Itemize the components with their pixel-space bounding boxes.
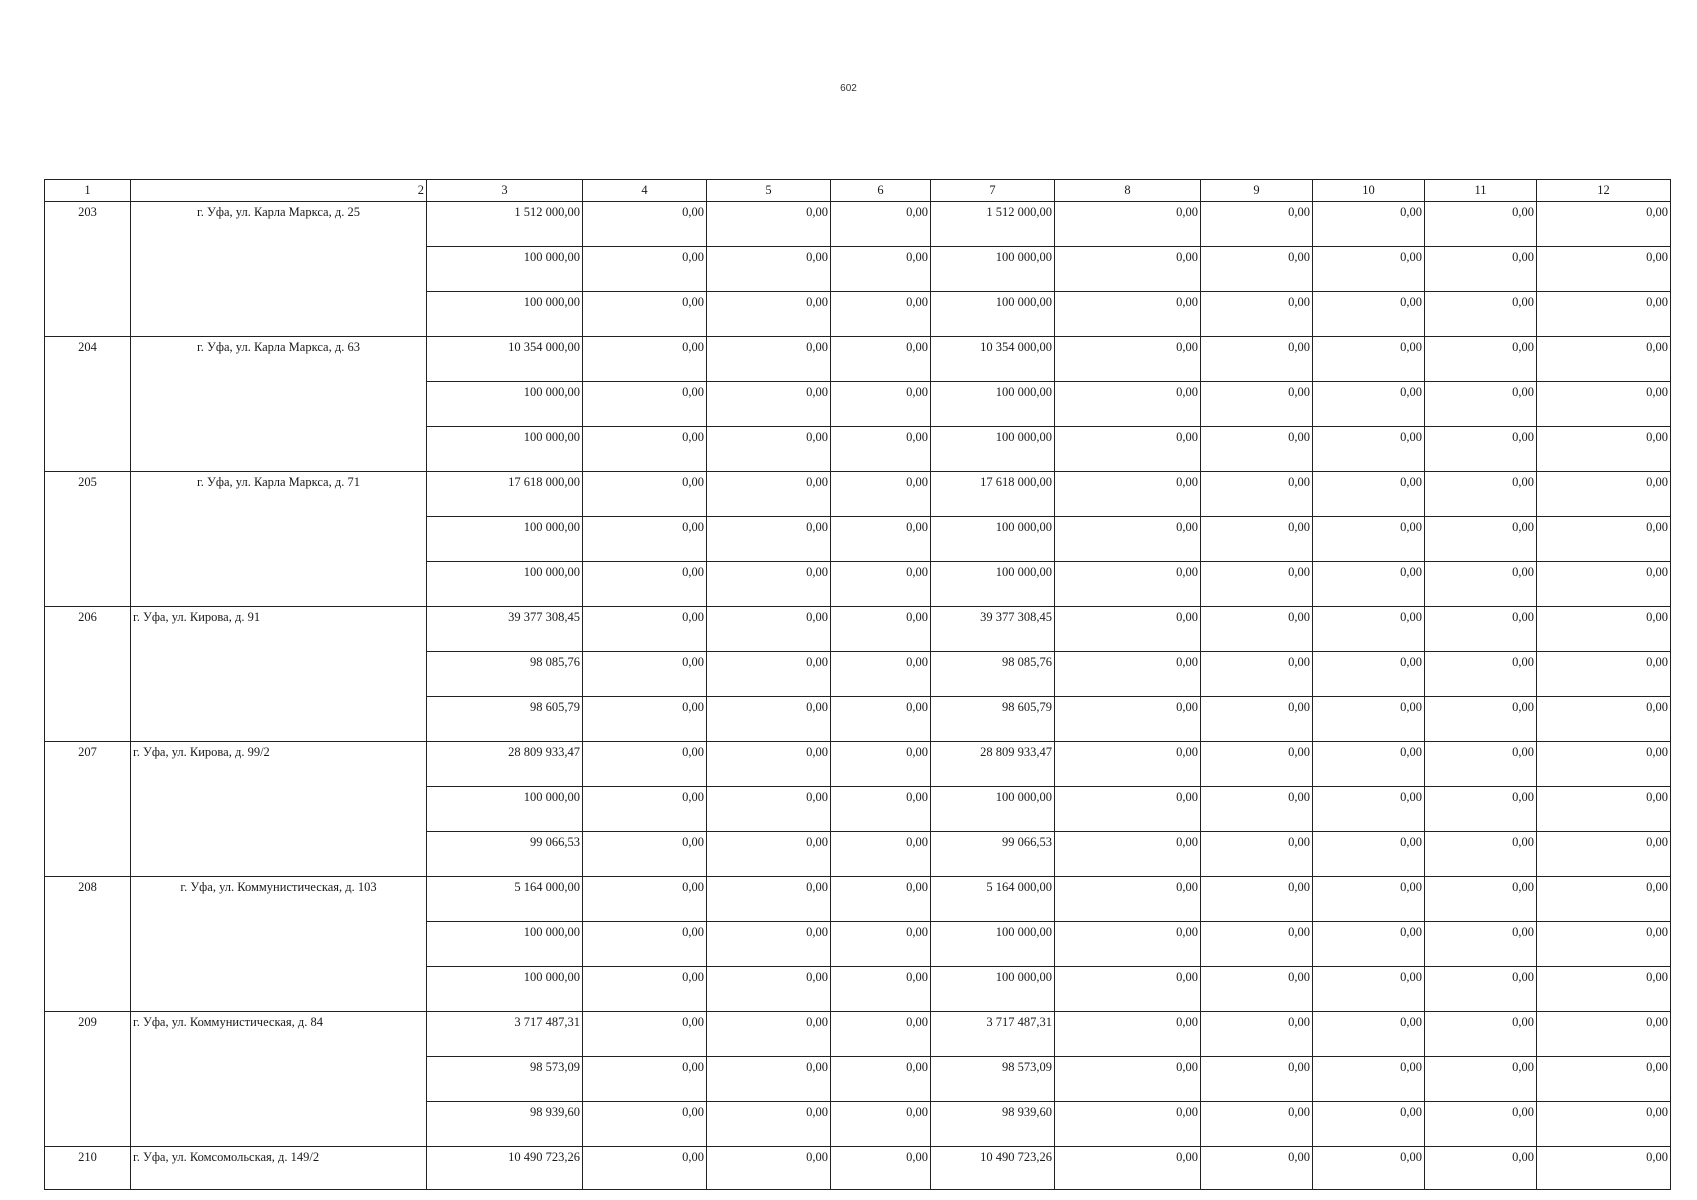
- value-cell-col-9: 0,00: [1201, 382, 1313, 427]
- column-header-4: 4: [583, 180, 707, 202]
- value-cell-col-9: 0,00: [1201, 742, 1313, 787]
- column-header-3: 3: [427, 180, 583, 202]
- column-header-11: 11: [1425, 180, 1537, 202]
- table-row: [45, 877, 1671, 922]
- value-cell-col-6: 0,00: [831, 247, 931, 292]
- value-cell-col-6: 0,00: [831, 967, 931, 1012]
- value-cell-col-12: 0,00: [1537, 382, 1671, 427]
- value-cell-col-12: 0,00: [1537, 1147, 1671, 1190]
- value-cell-col-6: 0,00: [831, 202, 931, 247]
- address-cell: г. Уфа, ул. Коммунистическая, д. 84: [131, 1012, 427, 1147]
- value-cell-col-7: 39 377 308,45: [931, 607, 1055, 652]
- value-cell-col-4: 0,00: [583, 877, 707, 922]
- value-cell-col-12: 0,00: [1537, 292, 1671, 337]
- value-cell-col-11: 0,00: [1425, 787, 1537, 832]
- value-cell-col-6: 0,00: [831, 652, 931, 697]
- value-cell-col-11: 0,00: [1425, 652, 1537, 697]
- value-cell-col-3: 100 000,00: [427, 382, 583, 427]
- value-cell-col-4: 0,00: [583, 1102, 707, 1147]
- value-cell-col-5: 0,00: [707, 382, 831, 427]
- value-cell-col-5: 0,00: [707, 247, 831, 292]
- value-cell-col-6: 0,00: [831, 697, 931, 742]
- column-header-1: 1: [45, 180, 131, 202]
- value-cell-col-10: 0,00: [1313, 877, 1425, 922]
- column-header-2: 2: [131, 180, 427, 202]
- value-cell-col-5: 0,00: [707, 607, 831, 652]
- value-cell-col-3: 100 000,00: [427, 787, 583, 832]
- value-cell-col-11: 0,00: [1425, 247, 1537, 292]
- value-cell-col-10: 0,00: [1313, 832, 1425, 877]
- value-cell-col-6: 0,00: [831, 517, 931, 562]
- table-row: [45, 742, 1671, 787]
- value-cell-col-12: 0,00: [1537, 697, 1671, 742]
- value-cell-col-9: 0,00: [1201, 472, 1313, 517]
- value-cell-col-11: 0,00: [1425, 877, 1537, 922]
- value-cell-col-3: 17 618 000,00: [427, 472, 583, 517]
- value-cell-col-12: 0,00: [1537, 247, 1671, 292]
- row-number: 210: [45, 1147, 131, 1190]
- value-cell-col-6: 0,00: [831, 1057, 931, 1102]
- value-cell-col-4: 0,00: [583, 562, 707, 607]
- value-cell-col-10: 0,00: [1313, 292, 1425, 337]
- value-cell-col-10: 0,00: [1313, 652, 1425, 697]
- value-cell-col-6: 0,00: [831, 1102, 931, 1147]
- address-cell: г. Уфа, ул. Коммунистическая, д. 103: [131, 877, 427, 1012]
- value-cell-col-6: 0,00: [831, 832, 931, 877]
- value-cell-col-11: 0,00: [1425, 517, 1537, 562]
- page-number: 602: [840, 83, 857, 94]
- value-cell-col-7: 100 000,00: [931, 427, 1055, 472]
- value-cell-col-11: 0,00: [1425, 1147, 1537, 1190]
- value-cell-col-10: 0,00: [1313, 472, 1425, 517]
- value-cell-col-12: 0,00: [1537, 877, 1671, 922]
- table-row: [45, 1147, 1671, 1190]
- value-cell-col-12: 0,00: [1537, 922, 1671, 967]
- value-cell-col-9: 0,00: [1201, 1102, 1313, 1147]
- row-number: 209: [45, 1012, 131, 1147]
- column-header-9: 9: [1201, 180, 1313, 202]
- value-cell-col-4: 0,00: [583, 292, 707, 337]
- value-cell-col-8: 0,00: [1055, 472, 1201, 517]
- value-cell-col-7: 98 573,09: [931, 1057, 1055, 1102]
- value-cell-col-5: 0,00: [707, 742, 831, 787]
- value-cell-col-3: 99 066,53: [427, 832, 583, 877]
- value-cell-col-10: 0,00: [1313, 922, 1425, 967]
- value-cell-col-4: 0,00: [583, 517, 707, 562]
- table-row: [45, 202, 1671, 247]
- value-cell-col-11: 0,00: [1425, 427, 1537, 472]
- value-cell-col-4: 0,00: [583, 652, 707, 697]
- value-cell-col-5: 0,00: [707, 1102, 831, 1147]
- value-cell-col-5: 0,00: [707, 1012, 831, 1057]
- value-cell-col-6: 0,00: [831, 562, 931, 607]
- address-cell: г. Уфа, ул. Карла Маркса, д. 63: [131, 337, 427, 472]
- value-cell-col-8: 0,00: [1055, 1057, 1201, 1102]
- value-cell-col-5: 0,00: [707, 427, 831, 472]
- value-cell-col-10: 0,00: [1313, 787, 1425, 832]
- value-cell-col-6: 0,00: [831, 292, 931, 337]
- value-cell-col-3: 10 490 723,26: [427, 1147, 583, 1190]
- value-cell-col-7: 100 000,00: [931, 967, 1055, 1012]
- value-cell-col-11: 0,00: [1425, 832, 1537, 877]
- row-number: 208: [45, 877, 131, 1012]
- value-cell-col-3: 98 085,76: [427, 652, 583, 697]
- value-cell-col-12: 0,00: [1537, 517, 1671, 562]
- value-cell-col-3: 100 000,00: [427, 562, 583, 607]
- value-cell-col-7: 100 000,00: [931, 562, 1055, 607]
- value-cell-col-11: 0,00: [1425, 562, 1537, 607]
- value-cell-col-6: 0,00: [831, 382, 931, 427]
- row-number: 203: [45, 202, 131, 337]
- value-cell-col-3: 1 512 000,00: [427, 202, 583, 247]
- value-cell-col-8: 0,00: [1055, 832, 1201, 877]
- value-cell-col-8: 0,00: [1055, 202, 1201, 247]
- table-body: [45, 202, 1671, 1190]
- value-cell-col-10: 0,00: [1313, 697, 1425, 742]
- value-cell-col-12: 0,00: [1537, 742, 1671, 787]
- value-cell-col-5: 0,00: [707, 517, 831, 562]
- value-cell-col-10: 0,00: [1313, 1102, 1425, 1147]
- column-header-10: 10: [1313, 180, 1425, 202]
- value-cell-col-9: 0,00: [1201, 562, 1313, 607]
- value-cell-col-3: 98 573,09: [427, 1057, 583, 1102]
- value-cell-col-12: 0,00: [1537, 1012, 1671, 1057]
- row-number: 207: [45, 742, 131, 877]
- column-header-8: 8: [1055, 180, 1201, 202]
- value-cell-col-8: 0,00: [1055, 742, 1201, 787]
- value-cell-col-10: 0,00: [1313, 607, 1425, 652]
- value-cell-col-6: 0,00: [831, 427, 931, 472]
- value-cell-col-7: 10 354 000,00: [931, 337, 1055, 382]
- value-cell-col-5: 0,00: [707, 877, 831, 922]
- value-cell-col-9: 0,00: [1201, 697, 1313, 742]
- value-cell-col-4: 0,00: [583, 202, 707, 247]
- value-cell-col-11: 0,00: [1425, 1012, 1537, 1057]
- value-cell-col-10: 0,00: [1313, 1012, 1425, 1057]
- address-cell: г. Уфа, ул. Кирова, д. 91: [131, 607, 427, 742]
- value-cell-col-8: 0,00: [1055, 787, 1201, 832]
- value-cell-col-8: 0,00: [1055, 292, 1201, 337]
- value-cell-col-7: 98 605,79: [931, 697, 1055, 742]
- value-cell-col-8: 0,00: [1055, 382, 1201, 427]
- value-cell-col-9: 0,00: [1201, 427, 1313, 472]
- column-header-7: 7: [931, 180, 1055, 202]
- value-cell-col-9: 0,00: [1201, 1147, 1313, 1190]
- value-cell-col-5: 0,00: [707, 697, 831, 742]
- value-cell-col-5: 0,00: [707, 787, 831, 832]
- value-cell-col-4: 0,00: [583, 742, 707, 787]
- value-cell-col-5: 0,00: [707, 967, 831, 1012]
- value-cell-col-10: 0,00: [1313, 337, 1425, 382]
- value-cell-col-7: 100 000,00: [931, 382, 1055, 427]
- value-cell-col-11: 0,00: [1425, 292, 1537, 337]
- value-cell-col-4: 0,00: [583, 427, 707, 472]
- value-cell-col-3: 100 000,00: [427, 922, 583, 967]
- value-cell-col-8: 0,00: [1055, 697, 1201, 742]
- value-cell-col-9: 0,00: [1201, 787, 1313, 832]
- value-cell-col-8: 0,00: [1055, 877, 1201, 922]
- value-cell-col-4: 0,00: [583, 832, 707, 877]
- value-cell-col-11: 0,00: [1425, 382, 1537, 427]
- value-cell-col-10: 0,00: [1313, 427, 1425, 472]
- value-cell-col-8: 0,00: [1055, 607, 1201, 652]
- value-cell-col-4: 0,00: [583, 967, 707, 1012]
- value-cell-col-8: 0,00: [1055, 427, 1201, 472]
- value-cell-col-12: 0,00: [1537, 202, 1671, 247]
- value-cell-col-8: 0,00: [1055, 967, 1201, 1012]
- value-cell-col-4: 0,00: [583, 697, 707, 742]
- value-cell-col-10: 0,00: [1313, 742, 1425, 787]
- value-cell-col-9: 0,00: [1201, 247, 1313, 292]
- value-cell-col-7: 10 490 723,26: [931, 1147, 1055, 1190]
- value-cell-col-5: 0,00: [707, 652, 831, 697]
- value-cell-col-3: 98 605,79: [427, 697, 583, 742]
- value-cell-col-9: 0,00: [1201, 1057, 1313, 1102]
- value-cell-col-7: 98 939,60: [931, 1102, 1055, 1147]
- row-number: 204: [45, 337, 131, 472]
- value-cell-col-10: 0,00: [1313, 517, 1425, 562]
- value-cell-col-11: 0,00: [1425, 607, 1537, 652]
- value-cell-col-6: 0,00: [831, 1012, 931, 1057]
- value-cell-col-3: 100 000,00: [427, 967, 583, 1012]
- header-row: [45, 180, 1671, 202]
- row-number: 206: [45, 607, 131, 742]
- value-cell-col-7: 1 512 000,00: [931, 202, 1055, 247]
- value-cell-col-5: 0,00: [707, 472, 831, 517]
- value-cell-col-5: 0,00: [707, 292, 831, 337]
- value-cell-col-8: 0,00: [1055, 652, 1201, 697]
- value-cell-col-6: 0,00: [831, 1147, 931, 1190]
- value-cell-col-9: 0,00: [1201, 922, 1313, 967]
- value-cell-col-7: 99 066,53: [931, 832, 1055, 877]
- value-cell-col-12: 0,00: [1537, 1102, 1671, 1147]
- value-cell-col-5: 0,00: [707, 922, 831, 967]
- value-cell-col-6: 0,00: [831, 742, 931, 787]
- value-cell-col-10: 0,00: [1313, 562, 1425, 607]
- value-cell-col-6: 0,00: [831, 337, 931, 382]
- value-cell-col-7: 100 000,00: [931, 922, 1055, 967]
- value-cell-col-4: 0,00: [583, 337, 707, 382]
- table-row: [45, 607, 1671, 652]
- value-cell-col-6: 0,00: [831, 922, 931, 967]
- value-cell-col-3: 39 377 308,45: [427, 607, 583, 652]
- value-cell-col-7: 5 164 000,00: [931, 877, 1055, 922]
- value-cell-col-11: 0,00: [1425, 1057, 1537, 1102]
- value-cell-col-3: 5 164 000,00: [427, 877, 583, 922]
- value-cell-col-7: 28 809 933,47: [931, 742, 1055, 787]
- value-cell-col-11: 0,00: [1425, 337, 1537, 382]
- value-cell-col-4: 0,00: [583, 1147, 707, 1190]
- value-cell-col-8: 0,00: [1055, 562, 1201, 607]
- value-cell-col-8: 0,00: [1055, 247, 1201, 292]
- value-cell-col-7: 100 000,00: [931, 292, 1055, 337]
- value-cell-col-4: 0,00: [583, 1012, 707, 1057]
- value-cell-col-4: 0,00: [583, 1057, 707, 1102]
- table-row: [45, 1012, 1671, 1057]
- address-cell: г. Уфа, ул. Карла Маркса, д. 25: [131, 202, 427, 337]
- column-header-12: 12: [1537, 180, 1671, 202]
- value-cell-col-9: 0,00: [1201, 967, 1313, 1012]
- value-cell-col-12: 0,00: [1537, 1057, 1671, 1102]
- column-header-6: 6: [831, 180, 931, 202]
- value-cell-col-12: 0,00: [1537, 472, 1671, 517]
- address-cell: г. Уфа, ул. Карла Маркса, д. 71: [131, 472, 427, 607]
- value-cell-col-12: 0,00: [1537, 832, 1671, 877]
- value-cell-col-3: 28 809 933,47: [427, 742, 583, 787]
- value-cell-col-9: 0,00: [1201, 292, 1313, 337]
- value-cell-col-3: 100 000,00: [427, 517, 583, 562]
- value-cell-col-9: 0,00: [1201, 1012, 1313, 1057]
- table-row: [45, 472, 1671, 517]
- budget-table: [44, 179, 1671, 1190]
- value-cell-col-3: 100 000,00: [427, 247, 583, 292]
- value-cell-col-4: 0,00: [583, 382, 707, 427]
- table-row: [45, 337, 1671, 382]
- value-cell-col-4: 0,00: [583, 472, 707, 517]
- value-cell-col-11: 0,00: [1425, 202, 1537, 247]
- value-cell-col-8: 0,00: [1055, 922, 1201, 967]
- value-cell-col-7: 17 618 000,00: [931, 472, 1055, 517]
- value-cell-col-12: 0,00: [1537, 652, 1671, 697]
- value-cell-col-11: 0,00: [1425, 1102, 1537, 1147]
- value-cell-col-11: 0,00: [1425, 967, 1537, 1012]
- value-cell-col-12: 0,00: [1537, 787, 1671, 832]
- value-cell-col-8: 0,00: [1055, 1147, 1201, 1190]
- value-cell-col-4: 0,00: [583, 607, 707, 652]
- value-cell-col-8: 0,00: [1055, 1102, 1201, 1147]
- value-cell-col-10: 0,00: [1313, 247, 1425, 292]
- value-cell-col-5: 0,00: [707, 562, 831, 607]
- value-cell-col-7: 100 000,00: [931, 787, 1055, 832]
- value-cell-col-10: 0,00: [1313, 1057, 1425, 1102]
- value-cell-col-5: 0,00: [707, 1147, 831, 1190]
- value-cell-col-3: 98 939,60: [427, 1102, 583, 1147]
- value-cell-col-6: 0,00: [831, 472, 931, 517]
- value-cell-col-5: 0,00: [707, 1057, 831, 1102]
- value-cell-col-6: 0,00: [831, 787, 931, 832]
- value-cell-col-11: 0,00: [1425, 472, 1537, 517]
- value-cell-col-12: 0,00: [1537, 427, 1671, 472]
- value-cell-col-9: 0,00: [1201, 337, 1313, 382]
- value-cell-col-3: 100 000,00: [427, 427, 583, 472]
- value-cell-col-9: 0,00: [1201, 832, 1313, 877]
- value-cell-col-5: 0,00: [707, 337, 831, 382]
- value-cell-col-7: 100 000,00: [931, 517, 1055, 562]
- value-cell-col-7: 100 000,00: [931, 247, 1055, 292]
- value-cell-col-4: 0,00: [583, 247, 707, 292]
- address-cell: г. Уфа, ул. Кирова, д. 99/2: [131, 742, 427, 877]
- value-cell-col-7: 3 717 487,31: [931, 1012, 1055, 1057]
- value-cell-col-6: 0,00: [831, 607, 931, 652]
- value-cell-col-9: 0,00: [1201, 652, 1313, 697]
- value-cell-col-10: 0,00: [1313, 1147, 1425, 1190]
- value-cell-col-5: 0,00: [707, 832, 831, 877]
- value-cell-col-9: 0,00: [1201, 517, 1313, 562]
- value-cell-col-12: 0,00: [1537, 607, 1671, 652]
- address-cell: г. Уфа, ул. Комсомольская, д. 149/2: [131, 1147, 427, 1190]
- value-cell-col-12: 0,00: [1537, 337, 1671, 382]
- row-number: 205: [45, 472, 131, 607]
- value-cell-col-9: 0,00: [1201, 202, 1313, 247]
- value-cell-col-10: 0,00: [1313, 202, 1425, 247]
- value-cell-col-10: 0,00: [1313, 967, 1425, 1012]
- value-cell-col-9: 0,00: [1201, 877, 1313, 922]
- value-cell-col-7: 98 085,76: [931, 652, 1055, 697]
- value-cell-col-10: 0,00: [1313, 382, 1425, 427]
- value-cell-col-8: 0,00: [1055, 337, 1201, 382]
- value-cell-col-4: 0,00: [583, 922, 707, 967]
- value-cell-col-3: 3 717 487,31: [427, 1012, 583, 1057]
- value-cell-col-8: 0,00: [1055, 517, 1201, 562]
- value-cell-col-3: 100 000,00: [427, 292, 583, 337]
- value-cell-col-5: 0,00: [707, 202, 831, 247]
- value-cell-col-12: 0,00: [1537, 562, 1671, 607]
- value-cell-col-4: 0,00: [583, 787, 707, 832]
- value-cell-col-11: 0,00: [1425, 922, 1537, 967]
- value-cell-col-12: 0,00: [1537, 967, 1671, 1012]
- column-header-5: 5: [707, 180, 831, 202]
- value-cell-col-9: 0,00: [1201, 607, 1313, 652]
- value-cell-col-11: 0,00: [1425, 697, 1537, 742]
- value-cell-col-6: 0,00: [831, 877, 931, 922]
- value-cell-col-3: 10 354 000,00: [427, 337, 583, 382]
- value-cell-col-11: 0,00: [1425, 742, 1537, 787]
- value-cell-col-8: 0,00: [1055, 1012, 1201, 1057]
